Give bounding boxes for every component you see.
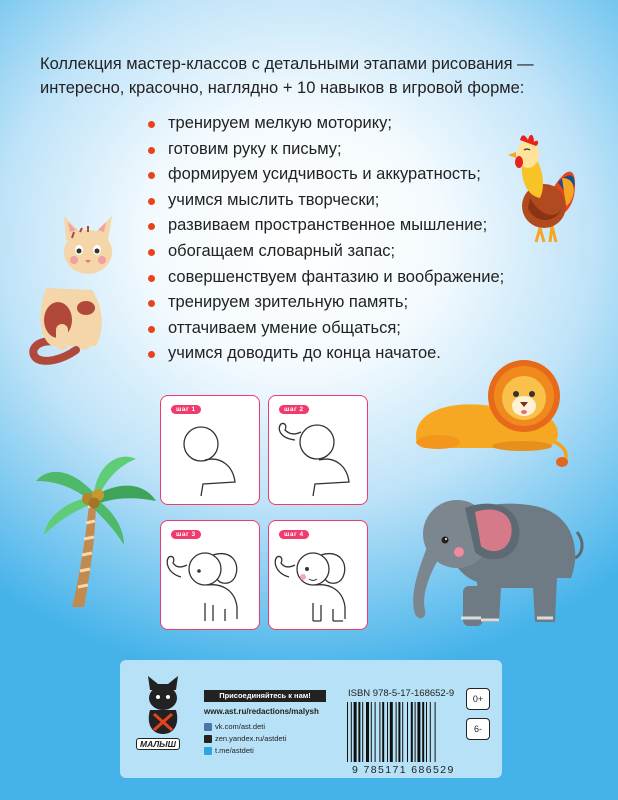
bullet-icon [148, 198, 155, 205]
social-link-zen[interactable] [204, 734, 286, 743]
zen-icon [204, 735, 212, 743]
isbn-text: ISBN 978-5-17-168652-9 [348, 688, 455, 699]
step-4-drawing [269, 521, 367, 629]
skill-item [148, 162, 504, 188]
barcode-image [345, 702, 455, 764]
palm-tree-illustration [28, 445, 160, 610]
skill-item [148, 265, 504, 291]
skills-list [148, 111, 504, 367]
bullet-icon [148, 249, 155, 256]
skill-text: учимся мыслить творчески; [168, 190, 380, 209]
skill-item [148, 188, 504, 214]
malysh-logo-text: МАЛЫШ [136, 738, 180, 750]
step-1-drawing [161, 396, 259, 504]
join-banner: Присоединяйтесь к нам! [204, 690, 326, 702]
intro-text [40, 52, 590, 100]
footer-panel [120, 660, 502, 778]
step-label: шаг 1 [171, 405, 201, 414]
social-link-vk[interactable] [204, 722, 265, 731]
skill-text: совершенствуем фантазию и воображение; [168, 267, 505, 286]
skill-item [148, 213, 504, 239]
skill-text: обогащаем словарный запас; [168, 241, 396, 260]
bullet-icon [148, 121, 155, 128]
malysh-logo-icon [136, 670, 190, 740]
skill-item [148, 111, 504, 137]
skill-item [148, 239, 504, 265]
step-card-3 [160, 520, 260, 630]
step-card-1 [160, 395, 260, 505]
footer-info [204, 688, 494, 776]
step-label: шаг 2 [279, 405, 309, 414]
step-label: шаг 3 [171, 530, 201, 539]
step-card-2 [268, 395, 368, 505]
bullet-icon [148, 300, 155, 307]
age-rating-badge-secondary: 6- [466, 718, 490, 740]
step-label: шаг 4 [279, 530, 309, 539]
skill-text: учимся доводить до конца начатое. [168, 344, 441, 363]
social-text: zen.yandex.ru/astdeti [215, 734, 287, 743]
step-card-4 [268, 520, 368, 630]
barcode-number: 9 785171 686529 [352, 764, 455, 776]
lion-illustration [412, 350, 582, 468]
step-2-drawing [269, 396, 367, 504]
cat-illustration [18, 210, 130, 365]
skill-item [148, 137, 504, 163]
vk-icon [204, 723, 212, 731]
skill-text: формируем усидчивость и аккуратность; [168, 165, 481, 184]
skill-text: тренируем мелкую моторику; [168, 114, 392, 132]
bullet-icon [148, 147, 155, 154]
elephant-illustration [405, 482, 590, 637]
skill-text: развиваем пространственное мышление; [168, 216, 488, 235]
bullet-icon [148, 172, 155, 179]
intro-line-2: интересно, красочно, наглядно + 10 навыков в игровой форме: [40, 79, 525, 97]
bullet-icon [148, 351, 155, 358]
social-link-telegram[interactable] [204, 746, 254, 755]
skill-item [148, 290, 504, 316]
intro-line-1: Коллекция мастер-классов с детальными этапами рисования — [40, 55, 534, 73]
skill-text: оттачиваем умение общаться; [168, 318, 401, 337]
bullet-icon [148, 275, 155, 282]
skill-text: тренируем зрительную память; [168, 293, 409, 312]
skill-item [148, 316, 504, 342]
social-text: t.me/astdeti [215, 746, 254, 755]
bullet-icon [148, 223, 155, 230]
bullet-icon [148, 326, 155, 333]
social-text: vk.com/ast.deti [215, 722, 266, 731]
step-3-drawing [161, 521, 259, 629]
telegram-icon [204, 747, 212, 755]
website-link[interactable]: www.ast.ru/redactions/malysh [204, 707, 319, 716]
skill-text: готовим руку к письму; [168, 139, 342, 158]
rooster-illustration [500, 120, 580, 245]
age-rating-badge: 0+ [466, 688, 490, 710]
